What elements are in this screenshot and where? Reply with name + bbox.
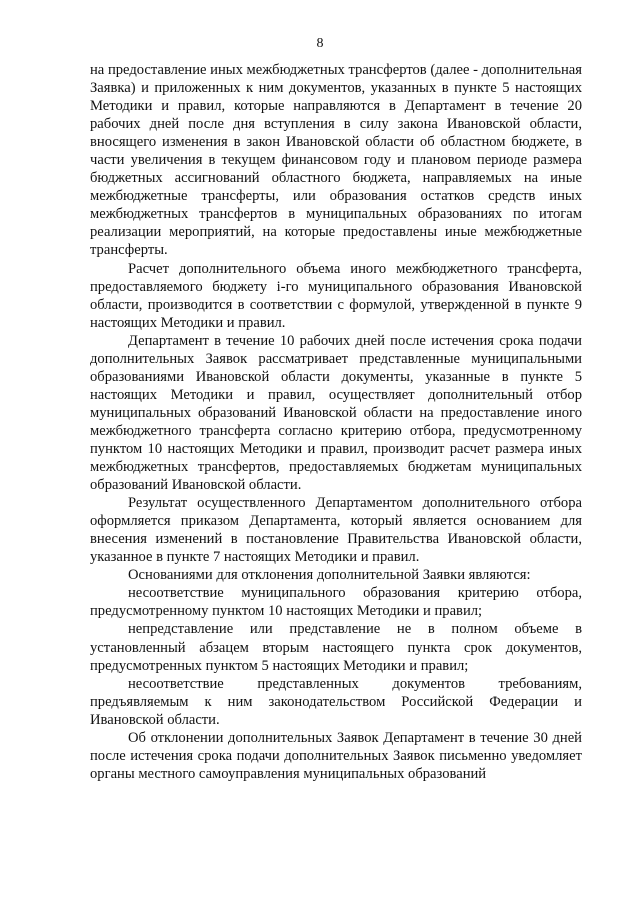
paragraph-applications: на предоставление иных межбюджетных трансфертов (далее - дополнительная Заявка) и приложенных к ним документов, указанных в пункте 5 настоящих Методики и правил, которые направляются в Департамент в течение 20 рабочих дней после дня вступления в силу закона Ивановской области, вносящего изменения в закон Ивановской области об областном бюджете, в части увеличения в текущем финансовом году и плановом периоде размера бюджетных ассигнований областного бюджета, направляемых на иные межбюджетные трансферты, или образования остатков средств иных межбюджетных трансфертов в муниципальных образованиях по итогам реализации мероприятий, на которые предоставлены иные межбюджетные трансферты. (90, 62, 582, 259)
document-body (90, 61, 582, 783)
paragraph-review: Департамент в течение 10 рабочих дней после истечения срока подачи дополнительных Заявок рассматривает представленные муниципальными образованиями Ивановской области документы, указанные в пункте 5 настоящих Методики и правил, осуществляет дополнительный отбор муниципальных образований Ивановской области на предоставление иного межбюджетного трансферта согласно критерию отбора, предусмотренному пунктом 10 настоящих Методики и правил, производит расчет размера иных межбюджетных трансфертов, предоставляемых бюджетам муниципальных образований Ивановской области. (90, 332, 582, 494)
list-item: несоответствие муниципального образования критерию отбора, предусмотренному пунктом 10 настоящих Методики и правил; (90, 585, 582, 620)
page-number: 8 (316, 36, 324, 51)
paragraph-result: Результат осуществленного Департаментом дополнительного отбора оформляется приказом Департамента, который является основанием для внесения изменений в постановление Правительства Ивановской области, указанное в пункте 7 настоящих Методики и правил. (90, 495, 582, 566)
paragraph-notification: Об отклонении дополнительных Заявок Департамент в течение 30 дней после истечения срока подачи дополнительных Заявок письменно уведомляет органы местного самоуправления муниципальных образований (90, 729, 582, 782)
paragraph-calculation: Расчет дополнительного объема иного межбюджетного трансферта, предоставляемого бюджету i-го муниципального образования Ивановской области, производится в соответствии с формулой, утвержденной в пункте 9 настоящих Методики и правил. (90, 260, 582, 331)
paragraph-rejection-grounds: Основаниями для отклонения дополнительной Заявки являются: (128, 567, 531, 584)
list-item: несоответствие представленных документов требованиям, предъявляемым к ним законодательством Российской Федерации и Ивановской области. (90, 675, 582, 728)
list-item: непредставление или представление не в полном объеме в установленный абзацем вторым настоящего пункта срок документов, предусмотренных пунктом 5 настоящих Методики и правил; (90, 621, 582, 674)
